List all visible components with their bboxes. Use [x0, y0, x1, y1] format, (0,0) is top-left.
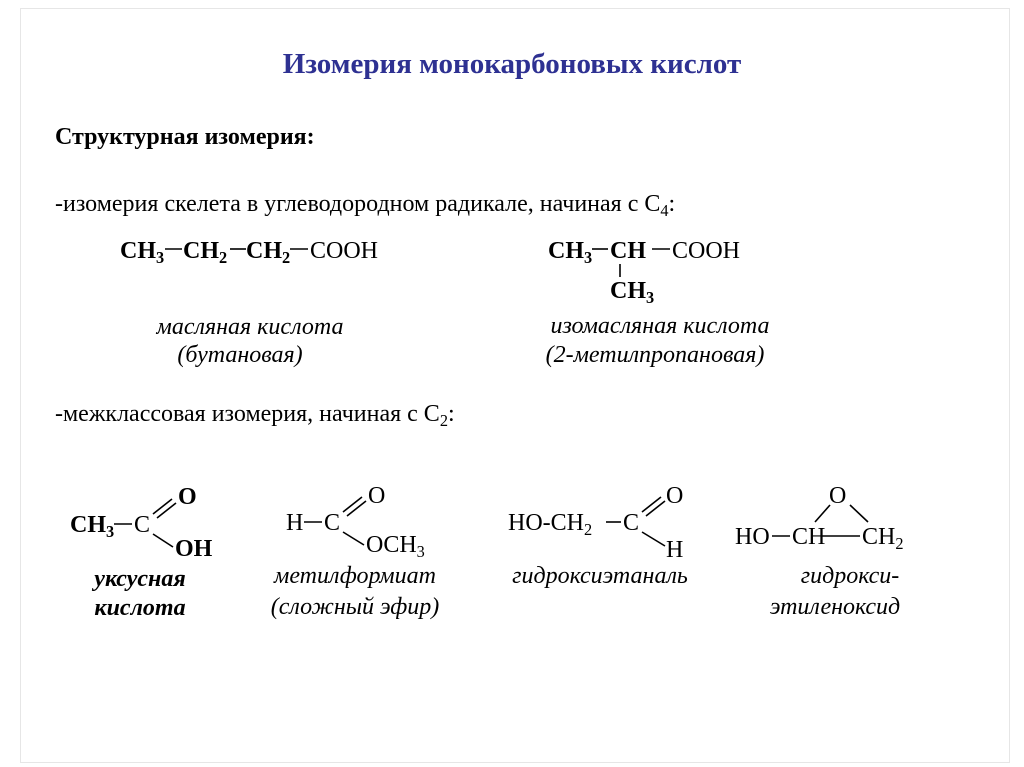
isobutyric-ch3: $CH_3$: [548, 238, 593, 268]
hydroxyethanal-name: гидроксиэтаналь: [512, 563, 688, 589]
skeleton-isomerism-suffix: :: [668, 191, 676, 217]
methylformate-och3: $OCH_3$: [366, 532, 425, 562]
methylformate-name: метилформиат: [274, 563, 436, 589]
acetic-name-2: кислота: [94, 595, 186, 621]
slide-frame: [20, 8, 1010, 763]
skeleton-isomerism-text: -изомерия скелета в углеводородном радикале, начиная с C: [55, 191, 661, 217]
acetic-c: C: [134, 512, 151, 538]
methylformate-o: O: [368, 483, 386, 509]
interclass-isomerism-sub: 2: [439, 411, 448, 431]
isobutyric-name-iupac: (2-метилпропановая): [545, 342, 765, 368]
acetic-name: уксусная: [94, 566, 186, 592]
butyric-name: масляная кислота: [156, 314, 344, 340]
epoxide-name-2: этиленоксид: [769, 594, 901, 620]
methylformate-name-2: (сложный эфир): [270, 594, 440, 620]
interclass-isomerism-line: [55, 401, 455, 431]
isobutyric-cooh: COOH: [672, 238, 741, 264]
hydroxyethanal-ho-ch2: $HO-CH_2$: [508, 510, 593, 540]
methylformate-c: C: [324, 510, 341, 536]
slide-title: Изомерия монокарбоновых кислот: [282, 48, 742, 80]
interclass-isomerism-suffix: :: [447, 401, 455, 427]
butyric-ch3: $CH_3$: [120, 238, 165, 268]
butyric-ch2-b: $CH_2$: [246, 238, 291, 268]
structural-isomerism-heading: Структурная изомерия:: [55, 124, 315, 150]
acetic-oh: OH: [175, 536, 213, 562]
isobutyric-name: изомасляная кислота: [550, 313, 770, 339]
epoxide-name: гидрокси-: [800, 563, 900, 589]
skeleton-isomerism-line: [55, 191, 676, 221]
hydroxyethanal-h: H: [666, 537, 684, 563]
epoxide-ho: HO: [735, 524, 770, 550]
butyric-cooh: COOH: [310, 238, 379, 264]
hydroxyethanal-o: O: [666, 483, 684, 509]
methylformate-h: H: [286, 510, 304, 536]
isobutyric-ch: CH: [610, 238, 646, 264]
acetic-o: O: [178, 484, 197, 510]
epoxide-ch2: $CH_2$: [862, 524, 904, 554]
hydroxyethanal-c: C: [623, 510, 640, 536]
interclass-isomerism-text: -межклассовая изомерия, начиная с C: [55, 401, 440, 427]
butyric-name-iupac: (бутановая): [177, 342, 303, 368]
epoxide-o: O: [829, 483, 847, 509]
isobutyric-ch3-branch: $CH_3$: [610, 278, 655, 308]
epoxide-ch: CH: [792, 524, 826, 550]
skeleton-isomerism-sub: 4: [660, 201, 669, 221]
butyric-ch2-a: $CH_2$: [183, 238, 228, 268]
acetic-ch3: $CH_3$: [70, 512, 115, 542]
